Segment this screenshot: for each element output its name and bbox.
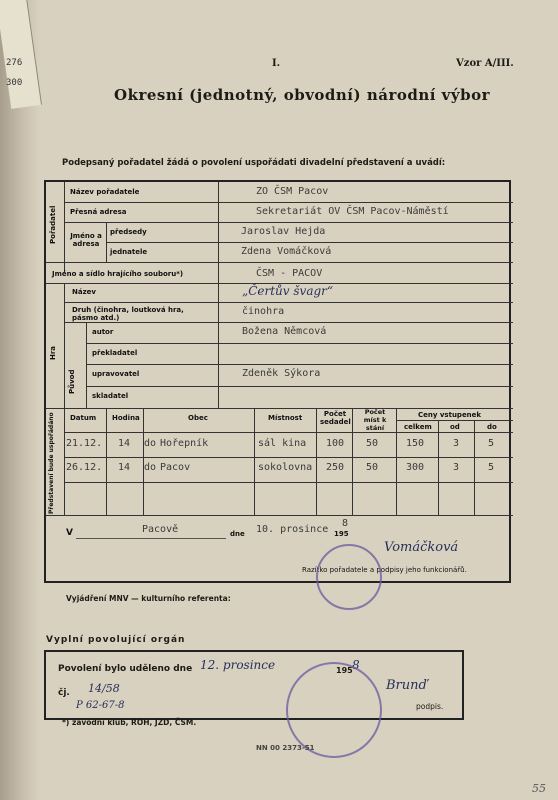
row1-prefix: do: [144, 438, 157, 449]
binder-tab: [0, 0, 42, 109]
organizer-signature: Vomáčková: [384, 540, 459, 555]
performance-section-label: Představení bude uspořádáno: [48, 412, 55, 514]
binder-number-1: 276: [6, 58, 23, 68]
granted-date: 12. prosince: [200, 658, 276, 672]
organizer-name-value: ZO ČSM Pacov: [256, 186, 329, 197]
intro-text: Podepsaný pořadatel žádá o povolení uspořádati divadelní představení a uvádí:: [62, 158, 446, 168]
granted-label: Povolení bylo uděleno dne: [58, 664, 193, 674]
secretary-label: jednatele: [110, 248, 148, 256]
col-seated-header: Počet sedadel: [320, 410, 351, 426]
place-date: 10. prosince: [256, 524, 329, 535]
organizer-address-label: Přesná adresa: [70, 208, 127, 216]
binder-number-2: 300: [6, 78, 23, 88]
col-standing-header: Počet míst k stání: [363, 408, 387, 432]
chair-label: předsedy: [110, 228, 147, 236]
secretary-value: Zdena Vomáčková: [241, 246, 332, 257]
row2-from: 3: [453, 462, 460, 473]
page-title: Okresní (jednotný, obvodní) národní výbor: [114, 86, 491, 104]
author-label: autor: [92, 328, 114, 336]
row2-to: 5: [488, 462, 495, 473]
organizer-section-label: Pořadatel: [49, 205, 57, 244]
place-year-digit: 8: [342, 518, 349, 529]
dne-label: dne: [230, 530, 245, 538]
row1-venue: sál kina: [258, 438, 307, 449]
row2-time: 14: [118, 462, 131, 473]
ensemble-label: Jméno a sídlo hrajícího souboru*): [52, 270, 184, 278]
row2-prefix: do: [144, 462, 157, 473]
application-form: [44, 180, 511, 583]
row1-town: Hořepník: [160, 438, 209, 449]
granted-year-prefix: 195: [336, 666, 353, 675]
organizer-address-value: Sekretariát OV ČSM Pacov-Náměstí: [256, 206, 449, 217]
play-kind-label: Druh (činohra, loutková hra, pásmo atd.): [72, 306, 184, 322]
row1-time: 14: [118, 438, 131, 449]
granted-year-digit: 8: [352, 658, 360, 672]
binder-edge: [0, 0, 40, 800]
row2-venue: sokolovna: [258, 462, 313, 473]
approval-box: [44, 650, 464, 720]
translator-label: překladatel: [92, 349, 138, 357]
place-value: Pacově: [142, 524, 179, 535]
play-section-label: Hra: [49, 345, 57, 360]
row1-standing: 50: [366, 438, 379, 449]
sign-label: podpis.: [416, 702, 444, 711]
play-name-label: Název: [72, 288, 96, 296]
approval-signature: Brunď: [386, 678, 427, 693]
row1-total: 150: [406, 438, 425, 449]
col-total-header: celkem: [404, 423, 432, 431]
organizer-name-label: Název pořadatele: [70, 188, 140, 196]
col-venue-header: Místnost: [268, 414, 303, 422]
page-number: 55: [532, 782, 546, 795]
composer-label: skladatel: [92, 392, 129, 400]
row2-town: Pacov: [160, 462, 191, 473]
play-name-value: „Čertův švagr“: [242, 284, 334, 298]
form-id: Vzor A/III.: [456, 58, 514, 69]
adapter-value: Zdeněk Sýkora: [242, 368, 321, 379]
row2-standing: 50: [366, 462, 379, 473]
section-numeral: I.: [272, 58, 281, 69]
col-from-header: od: [450, 423, 460, 431]
row1-seated: 100: [326, 438, 345, 449]
ref-value: 14/58: [88, 682, 120, 695]
col-town-header: Obec: [188, 414, 208, 422]
row1-to: 5: [488, 438, 495, 449]
row2-date: 26.12.: [66, 462, 103, 473]
row1-date: 21.12.: [66, 438, 103, 449]
mnv-label: Vyjádření MNV — kulturního referenta:: [66, 594, 231, 603]
place-year-prefix: 195: [334, 530, 349, 538]
origin-section-label: Původ: [68, 369, 76, 394]
chair-value: Jaroslav Hejda: [241, 226, 326, 237]
organizer-stamp: [316, 544, 382, 610]
col-time-header: Hodina: [112, 414, 140, 422]
author-value: Božena Němcová: [242, 326, 327, 337]
col-date-header: Datum: [70, 414, 97, 422]
adapter-label: upravovatel: [92, 370, 140, 378]
place-v-label: V: [66, 528, 73, 538]
play-kind-value: činohra: [242, 306, 285, 317]
ref-extra: P 62-67-8: [76, 700, 125, 711]
persons-label: Jméno a adresa: [70, 232, 102, 248]
col-prices-header: Ceny vstupenek: [418, 411, 482, 419]
stamp-caption: Razítko pořadatele a podpisy jeho funkcionářů.: [302, 566, 467, 574]
row1-from: 3: [453, 438, 460, 449]
footnote: *) závodní klub, ROH, JZD, ČSM.: [62, 718, 197, 727]
ensemble-value: ČSM - PACOV: [256, 268, 323, 279]
approval-heading: Vyplní povolující orgán: [46, 635, 186, 645]
row2-total: 300: [406, 462, 425, 473]
row2-seated: 250: [326, 462, 345, 473]
col-to-header: do: [487, 423, 497, 431]
ref-label: čj.: [58, 688, 70, 698]
print-code: NN 00 2373-51: [256, 744, 315, 752]
